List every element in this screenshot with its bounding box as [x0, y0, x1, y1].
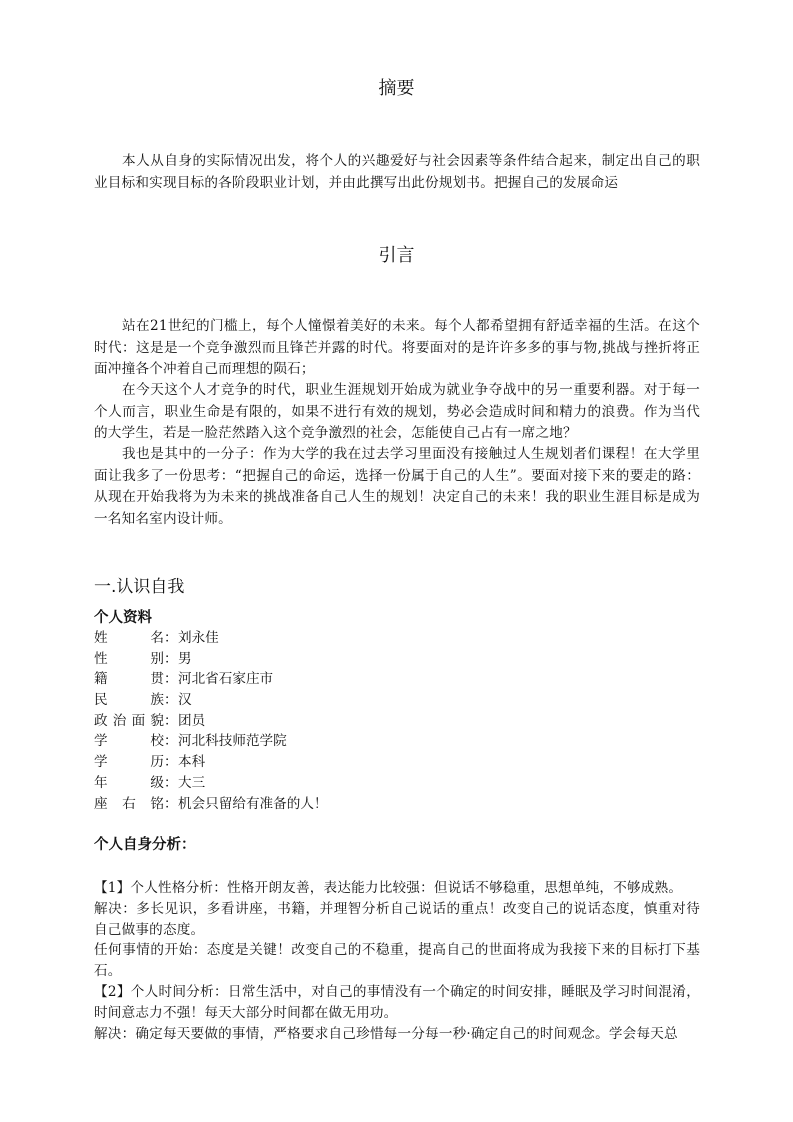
analysis-solution-personality: 解决：多长见识，多看讲座，书籍，并理智分析自己说话的重点！改变自己的说话态度，慎重对待自己做事的态度。 [94, 900, 700, 938]
profile-row-grade: 年级 ： 大三 [94, 774, 206, 791]
intro-heading: 引言 [378, 245, 415, 266]
profile-row-gender: 性别 ： 男 [94, 650, 192, 667]
profile-row-education: 学历 ： 本科 [94, 754, 206, 771]
intro-paragraph-1: 站在21世纪的门槛上，每个人憧憬着美好的未来。每个人都希望拥有舒适幸福的生活。在这个时代：这是是一个竞争激烈而且锋芒并露的时代。将要面对的是许许多多的事与物,挑战与挫折将正面冲撞各个冲着自己而理想的陨石； [94, 318, 700, 377]
abstract-heading: 摘要 [378, 78, 415, 99]
intro-paragraph-2: 在今天这个人才竞争的时代，职业生涯规划开始成为就业争夺战中的另一重要利器。对于每一个人而言，职业生命是有限的，如果不进行有效的规划，势必会造成时间和精力的浪费。作为当代的大学生，若是一脸茫然踏入这个竞争激烈的社会，怎能使自己占有一席之地？ [94, 382, 700, 441]
profile-row-motto: 座右铭 ： 机会只留给有准备的人！ [94, 795, 328, 812]
analysis-item-personality: 【1】个人性格分析：性格开朗友善，表达能力比较强：但说话不够稳重，思想单纯，不够成熟。 [94, 880, 683, 896]
profile-row-ethnicity: 民族 ： 汉 [94, 692, 192, 709]
analysis-item-time: 【2】个人时间分析：日常生活中，对自己的事情没有一个确定的时间安排，睡眠及学习时间混淆，时间意志力不强！每天大部分时间都在做无用功。 [94, 983, 700, 1021]
self-analysis-title: 个人自身分析： [94, 837, 196, 853]
profile-row-political-status: 政治面貌 ： 团员 [94, 712, 206, 729]
profile-row-school: 学校 ： 河北科技师范学院 [94, 733, 287, 750]
intro-paragraph-3: 我也是其中的一分子：作为大学的我在过去学习里面没有接触过人生规划者们课程！在大学里面让我多了一份思考：“把握自己的命运，选择一份属于自己的人生”。要面对接下来的要走的路：从现在开始我将为为未来的挑战准备自己人生的规划！决定自己的未来！我的职业生涯目标是成为一名知名室内设计师。 [94, 446, 700, 527]
analysis-note-attitude: 任何事情的开始：态度是关键！改变自己的不稳重，提高自己的世面将成为我接下来的目标打下基石。 [94, 942, 700, 980]
profile-list [94, 628, 494, 814]
profile-row-name: 姓名 ： 刘永佳 [94, 630, 219, 646]
section-title-know-yourself: 一.认识自我 [94, 577, 185, 597]
analysis-solution-time: 解决：确定每天要做的事情，严格要求自己珍惜每一分每一秒·确定自己的时间观念。学会每天总 [94, 1025, 678, 1042]
profile-title: 个人资料 [94, 610, 152, 626]
abstract-paragraph: 本人从自身的实际情况出发，将个人的兴趣爱好与社会因素等条件结合起来，制定出自己的职业目标和实现目标的各阶段职业计划，并由此撰写出此份规划书。把握自己的发展命运 [94, 153, 700, 191]
self-analysis-body [94, 878, 700, 1044]
profile-row-hometown: 籍贯 ： 河北省石家庄市 [94, 671, 274, 688]
